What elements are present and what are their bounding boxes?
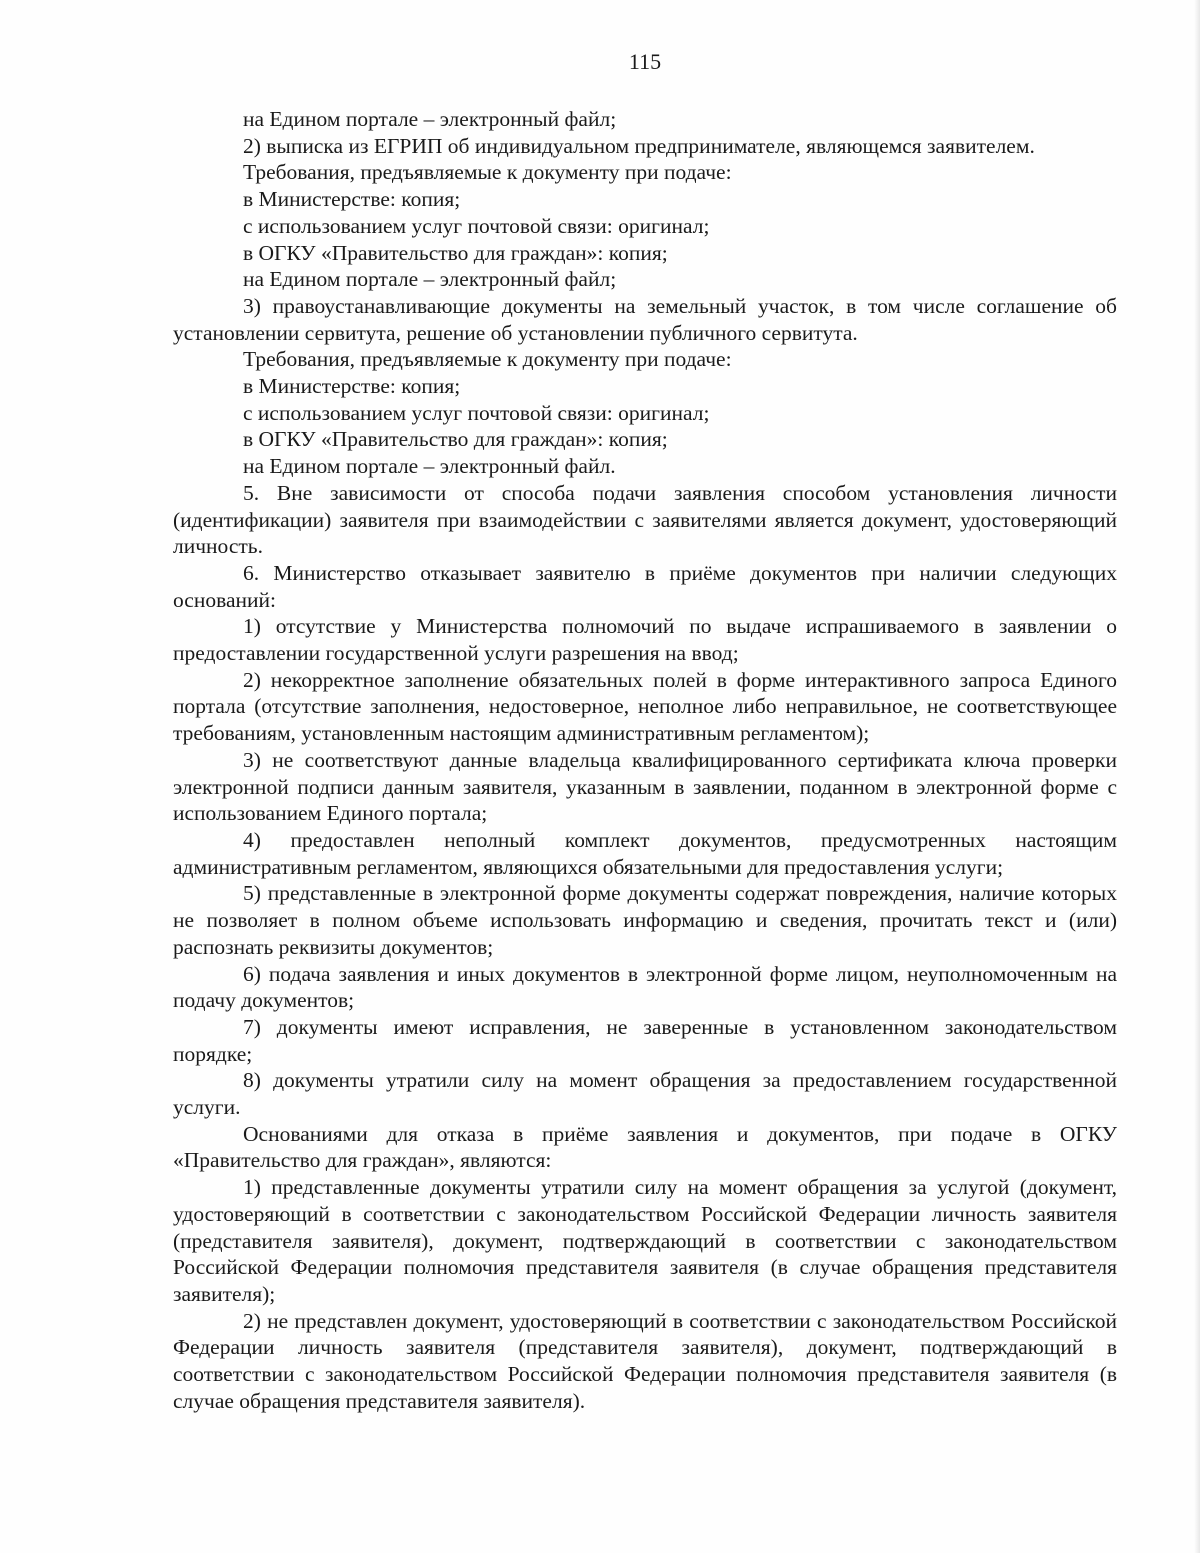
document-body <box>173 106 1117 1414</box>
text-line: на Едином портале – электронный файл; <box>243 107 617 131</box>
text-line: с использованием услуг почтовой связи: оригинал; <box>243 213 710 238</box>
text-line: Требования, предъявляемые к документу при подаче: <box>243 347 732 372</box>
refusal-item: 1) отсутствие у Министерства полномочий по выдаче испрашиваемого в заявлении о предоставлении государственной услуги разрешения на ввод; <box>173 614 1117 666</box>
refusal-item: 6) подача заявления и иных документов в электронной форме лицом, неуполномоченным на подачу документов; <box>173 961 1117 1013</box>
scan-edge-shadow <box>1194 0 1200 1553</box>
paragraph-title-documents: 3) правоустанавливающие документы на земельный участок, в том числе соглашение об установлении сервитута, решение об установлении публичного сервитута. <box>173 293 1117 345</box>
refusal-item: 7) документы имеют исправления, не заверенные в установленном законодательством порядке; <box>173 1014 1117 1066</box>
text-line: в Министерстве: копия; <box>243 187 461 212</box>
text-line: в ОГКУ «Правительство для граждан»: копия; <box>243 240 668 265</box>
text-line: на Едином портале – электронный файл; <box>243 267 617 292</box>
refusal-item: 4) предоставлен неполный комплект документов, предусмотренных настоящим административным регламентом, являющихся обязательными для предоставления услуги; <box>173 827 1117 879</box>
text-line: с использованием услуг почтовой связи: оригинал; <box>243 400 710 425</box>
refusal-item: 2) некорректное заполнение обязательных полей в форме интерактивного запроса Единого портала (отсутствие заполнения, недостоверное, неполное либо неправильное, не соответствующее требованиям, установленным настоящим административным регламентом); <box>173 667 1117 746</box>
ogku-refusal-item: 1) представленные документы утратили силу на момент обращения за услугой (документ, удостоверяющий в соответствии с законодательством Российской Федерации личность заявителя (представителя заявителя), документ, подтверждающий в соответствии с законодательством Российской Федерации полномочия представителя заявителя (в случае обращения представителя заявителя); <box>173 1175 1117 1306</box>
text-line: Требования, предъявляемые к документу при подаче: <box>243 160 732 185</box>
text-line: 2) выписка из ЕГРИП об индивидуальном предпринимателе, являющемся заявителем. <box>243 133 1035 158</box>
refusal-item: 3) не соответствуют данные владельца квалифицированного сертификата ключа проверки электронной подписи данным заявителя, указанным в заявлении, поданном в электронной форме с использованием Единого портала; <box>173 747 1117 826</box>
refusal-item: 5) представленные в электронной форме документы содержат повреждения, наличие которых не позволяет в полном объеме использовать информацию и сведения, прочитать текст и (или) распознать реквизиты документов; <box>173 881 1117 959</box>
ogku-refusal-item: 2) не представлен документ, удостоверяющий в соответствии с законодательством Российской Федерации личность заявителя (представителя заявителя), документ, подтверждающий в соответствии с законодательством Российской Федерации полномочия представителя заявителя (в случае обращения представителя заявителя). <box>173 1308 1117 1413</box>
text-line: в Министерстве: копия; <box>243 374 461 399</box>
paragraph-ogku-refusal-intro: Основаниями для отказа в приёме заявления и документов, при подаче в ОГКУ «Правительство для граждан», являются: <box>173 1121 1117 1173</box>
paragraph-refusal-intro: 6. Министерство отказывает заявителю в приёме документов при наличии следующих оснований: <box>173 560 1117 612</box>
text-line: в ОГКУ «Правительство для граждан»: копия; <box>243 427 668 452</box>
paragraph-identification: 5. Вне зависимости от способа подачи заявления способом установления личности (идентификации) заявителя при взаимодействии с заявителями является документ, удостоверяющий личность. <box>173 480 1117 559</box>
refusal-item: 8) документы утратили силу на момент обращения за предоставлением государственной услуги. <box>173 1068 1117 1120</box>
text-line: на Едином портале – электронный файл. <box>243 454 616 479</box>
page-number: 115 <box>628 49 662 74</box>
